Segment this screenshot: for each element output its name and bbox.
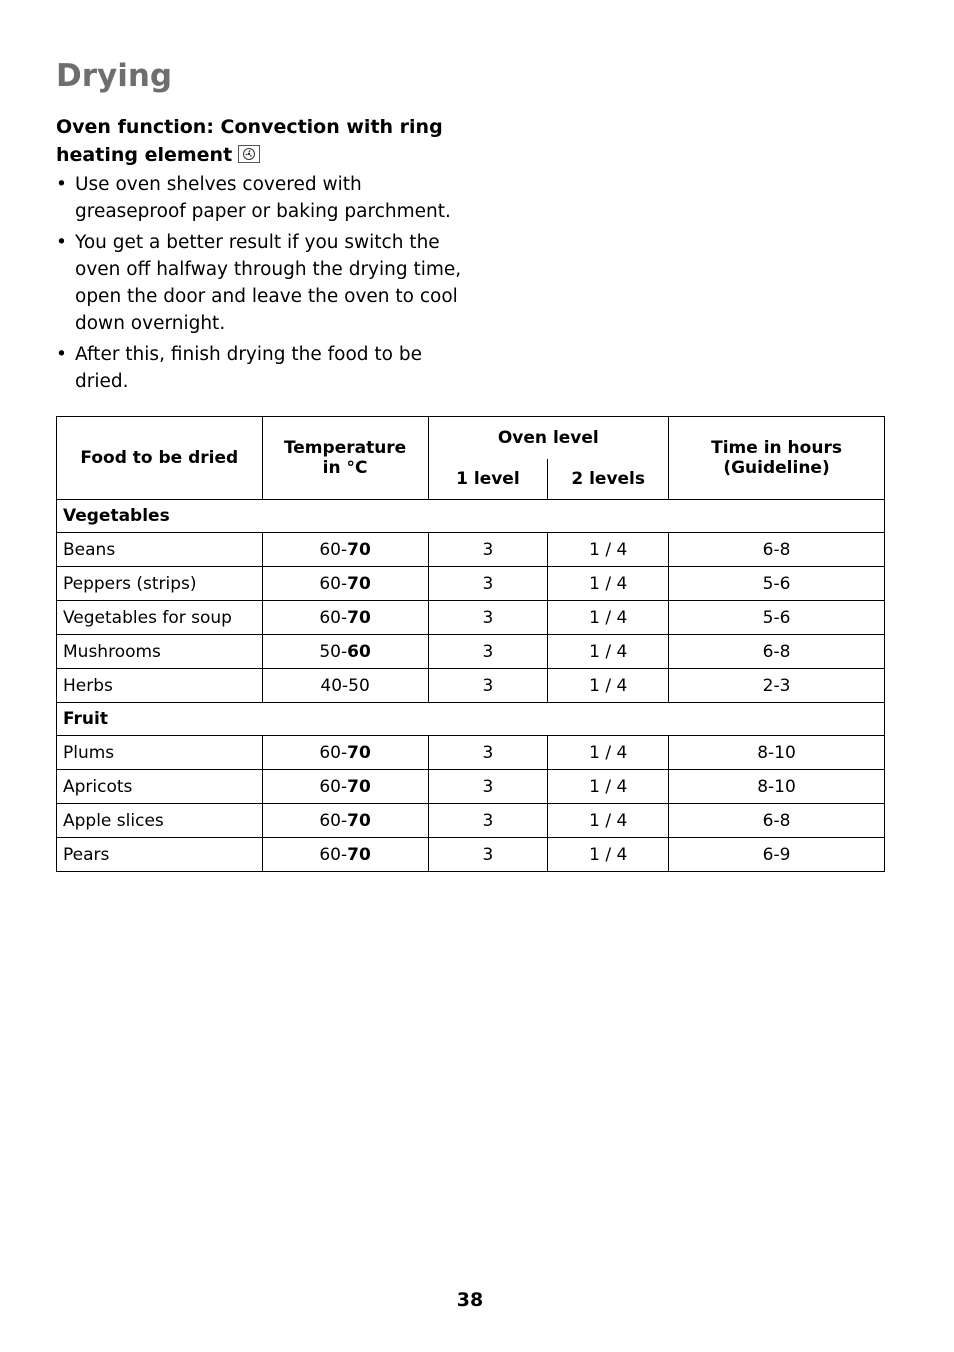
page-title: Drying: [56, 58, 173, 94]
temperature-cell: [262, 533, 428, 567]
level-2-cell: 1 / 4: [548, 533, 669, 567]
drying-table: [56, 416, 885, 872]
food-cell: Herbs: [57, 669, 263, 703]
level-2-cell: 1 / 4: [548, 567, 669, 601]
level-1-cell: 3: [428, 601, 548, 635]
table-row: [57, 736, 885, 770]
level-1-cell: 3: [428, 635, 548, 669]
level-2-cell: 1 / 4: [548, 635, 669, 669]
temperature-cell: [262, 838, 428, 872]
temperature-high: 70: [347, 844, 371, 865]
table-row: [57, 804, 885, 838]
header-level-2: 2 levels: [548, 459, 669, 500]
level-1-cell: 3: [428, 533, 548, 567]
temperature-cell: [262, 736, 428, 770]
section-label: Fruit: [57, 703, 885, 736]
header-temperature: Temperature in °C: [262, 417, 428, 500]
section-row: [57, 500, 885, 533]
temperature-low: 50-: [319, 641, 348, 662]
food-cell: Beans: [57, 533, 263, 567]
level-2-cell: 1 / 4: [548, 601, 669, 635]
food-cell: Apricots: [57, 770, 263, 804]
temperature-high: 70: [347, 776, 371, 797]
level-1-cell: 3: [428, 804, 548, 838]
time-cell: 2-3: [669, 669, 885, 703]
page-number: 38: [456, 1289, 484, 1311]
temperature-cell: [262, 567, 428, 601]
table-row: [57, 838, 885, 872]
time-cell: 5-6: [669, 601, 885, 635]
fan-ring-icon: [238, 145, 260, 163]
time-cell: 6-8: [669, 804, 885, 838]
table-row: [57, 669, 885, 703]
food-cell: Pears: [57, 838, 263, 872]
temperature-cell: [262, 770, 428, 804]
temperature-low: 60-: [319, 573, 348, 594]
instruction-list: [56, 171, 476, 399]
header-level-1: 1 level: [428, 459, 548, 500]
food-cell: Mushrooms: [57, 635, 263, 669]
level-1-cell: 3: [428, 567, 548, 601]
time-cell: 6-8: [669, 533, 885, 567]
section-label: Vegetables: [57, 500, 885, 533]
level-1-cell: 3: [428, 838, 548, 872]
temperature-high: 60: [347, 641, 371, 662]
level-2-cell: 1 / 4: [548, 838, 669, 872]
oven-function-label: Oven function: Convection with ring heating element: [56, 116, 443, 166]
temperature-high: 70: [347, 607, 371, 628]
food-cell: Peppers (strips): [57, 567, 263, 601]
level-1-cell: 3: [428, 770, 548, 804]
temperature-high: 70: [347, 573, 371, 594]
table-row: [57, 635, 885, 669]
time-cell: 8-10: [669, 770, 885, 804]
level-2-cell: 1 / 4: [548, 770, 669, 804]
temperature-cell: [262, 669, 428, 703]
temperature-cell: [262, 804, 428, 838]
instruction-item: • You get a better result if you switch the oven off halfway through the drying time, open the door and leave the oven to cool down overnight.: [56, 229, 476, 337]
time-cell: 6-8: [669, 635, 885, 669]
instruction-item: • Use oven shelves covered with greaseproof paper or baking parchment.: [56, 171, 476, 225]
temperature-low: 40-50: [320, 675, 370, 696]
temperature-low: 60-: [319, 844, 348, 865]
temperature-high: 70: [347, 742, 371, 763]
header-oven-level: Oven level: [428, 417, 669, 460]
temperature-low: 60-: [319, 742, 348, 763]
oven-function-heading: [56, 113, 476, 169]
table-row: [57, 770, 885, 804]
instruction-item: • After this, finish drying the food to be dried.: [56, 341, 476, 395]
level-1-cell: 3: [428, 736, 548, 770]
food-cell: Plums: [57, 736, 263, 770]
food-cell: Vegetables for soup: [57, 601, 263, 635]
level-2-cell: 1 / 4: [548, 669, 669, 703]
temperature-low: 60-: [319, 607, 348, 628]
level-2-cell: 1 / 4: [548, 736, 669, 770]
time-cell: 5-6: [669, 567, 885, 601]
section-row: [57, 703, 885, 736]
temperature-cell: [262, 601, 428, 635]
time-cell: 8-10: [669, 736, 885, 770]
header-time: Time in hours (Guideline): [669, 417, 885, 500]
table-row: [57, 601, 885, 635]
header-food: Food to be dried: [57, 417, 263, 500]
food-cell: Apple slices: [57, 804, 263, 838]
temperature-high: 70: [347, 539, 371, 560]
table-row: [57, 567, 885, 601]
time-cell: 6-9: [669, 838, 885, 872]
temperature-high: 70: [347, 810, 371, 831]
temperature-low: 60-: [319, 810, 348, 831]
level-2-cell: 1 / 4: [548, 804, 669, 838]
temperature-low: 60-: [319, 776, 348, 797]
table-header-row: [57, 417, 885, 460]
temperature-cell: [262, 635, 428, 669]
table-row: [57, 533, 885, 567]
temperature-low: 60-: [319, 539, 348, 560]
level-1-cell: 3: [428, 669, 548, 703]
